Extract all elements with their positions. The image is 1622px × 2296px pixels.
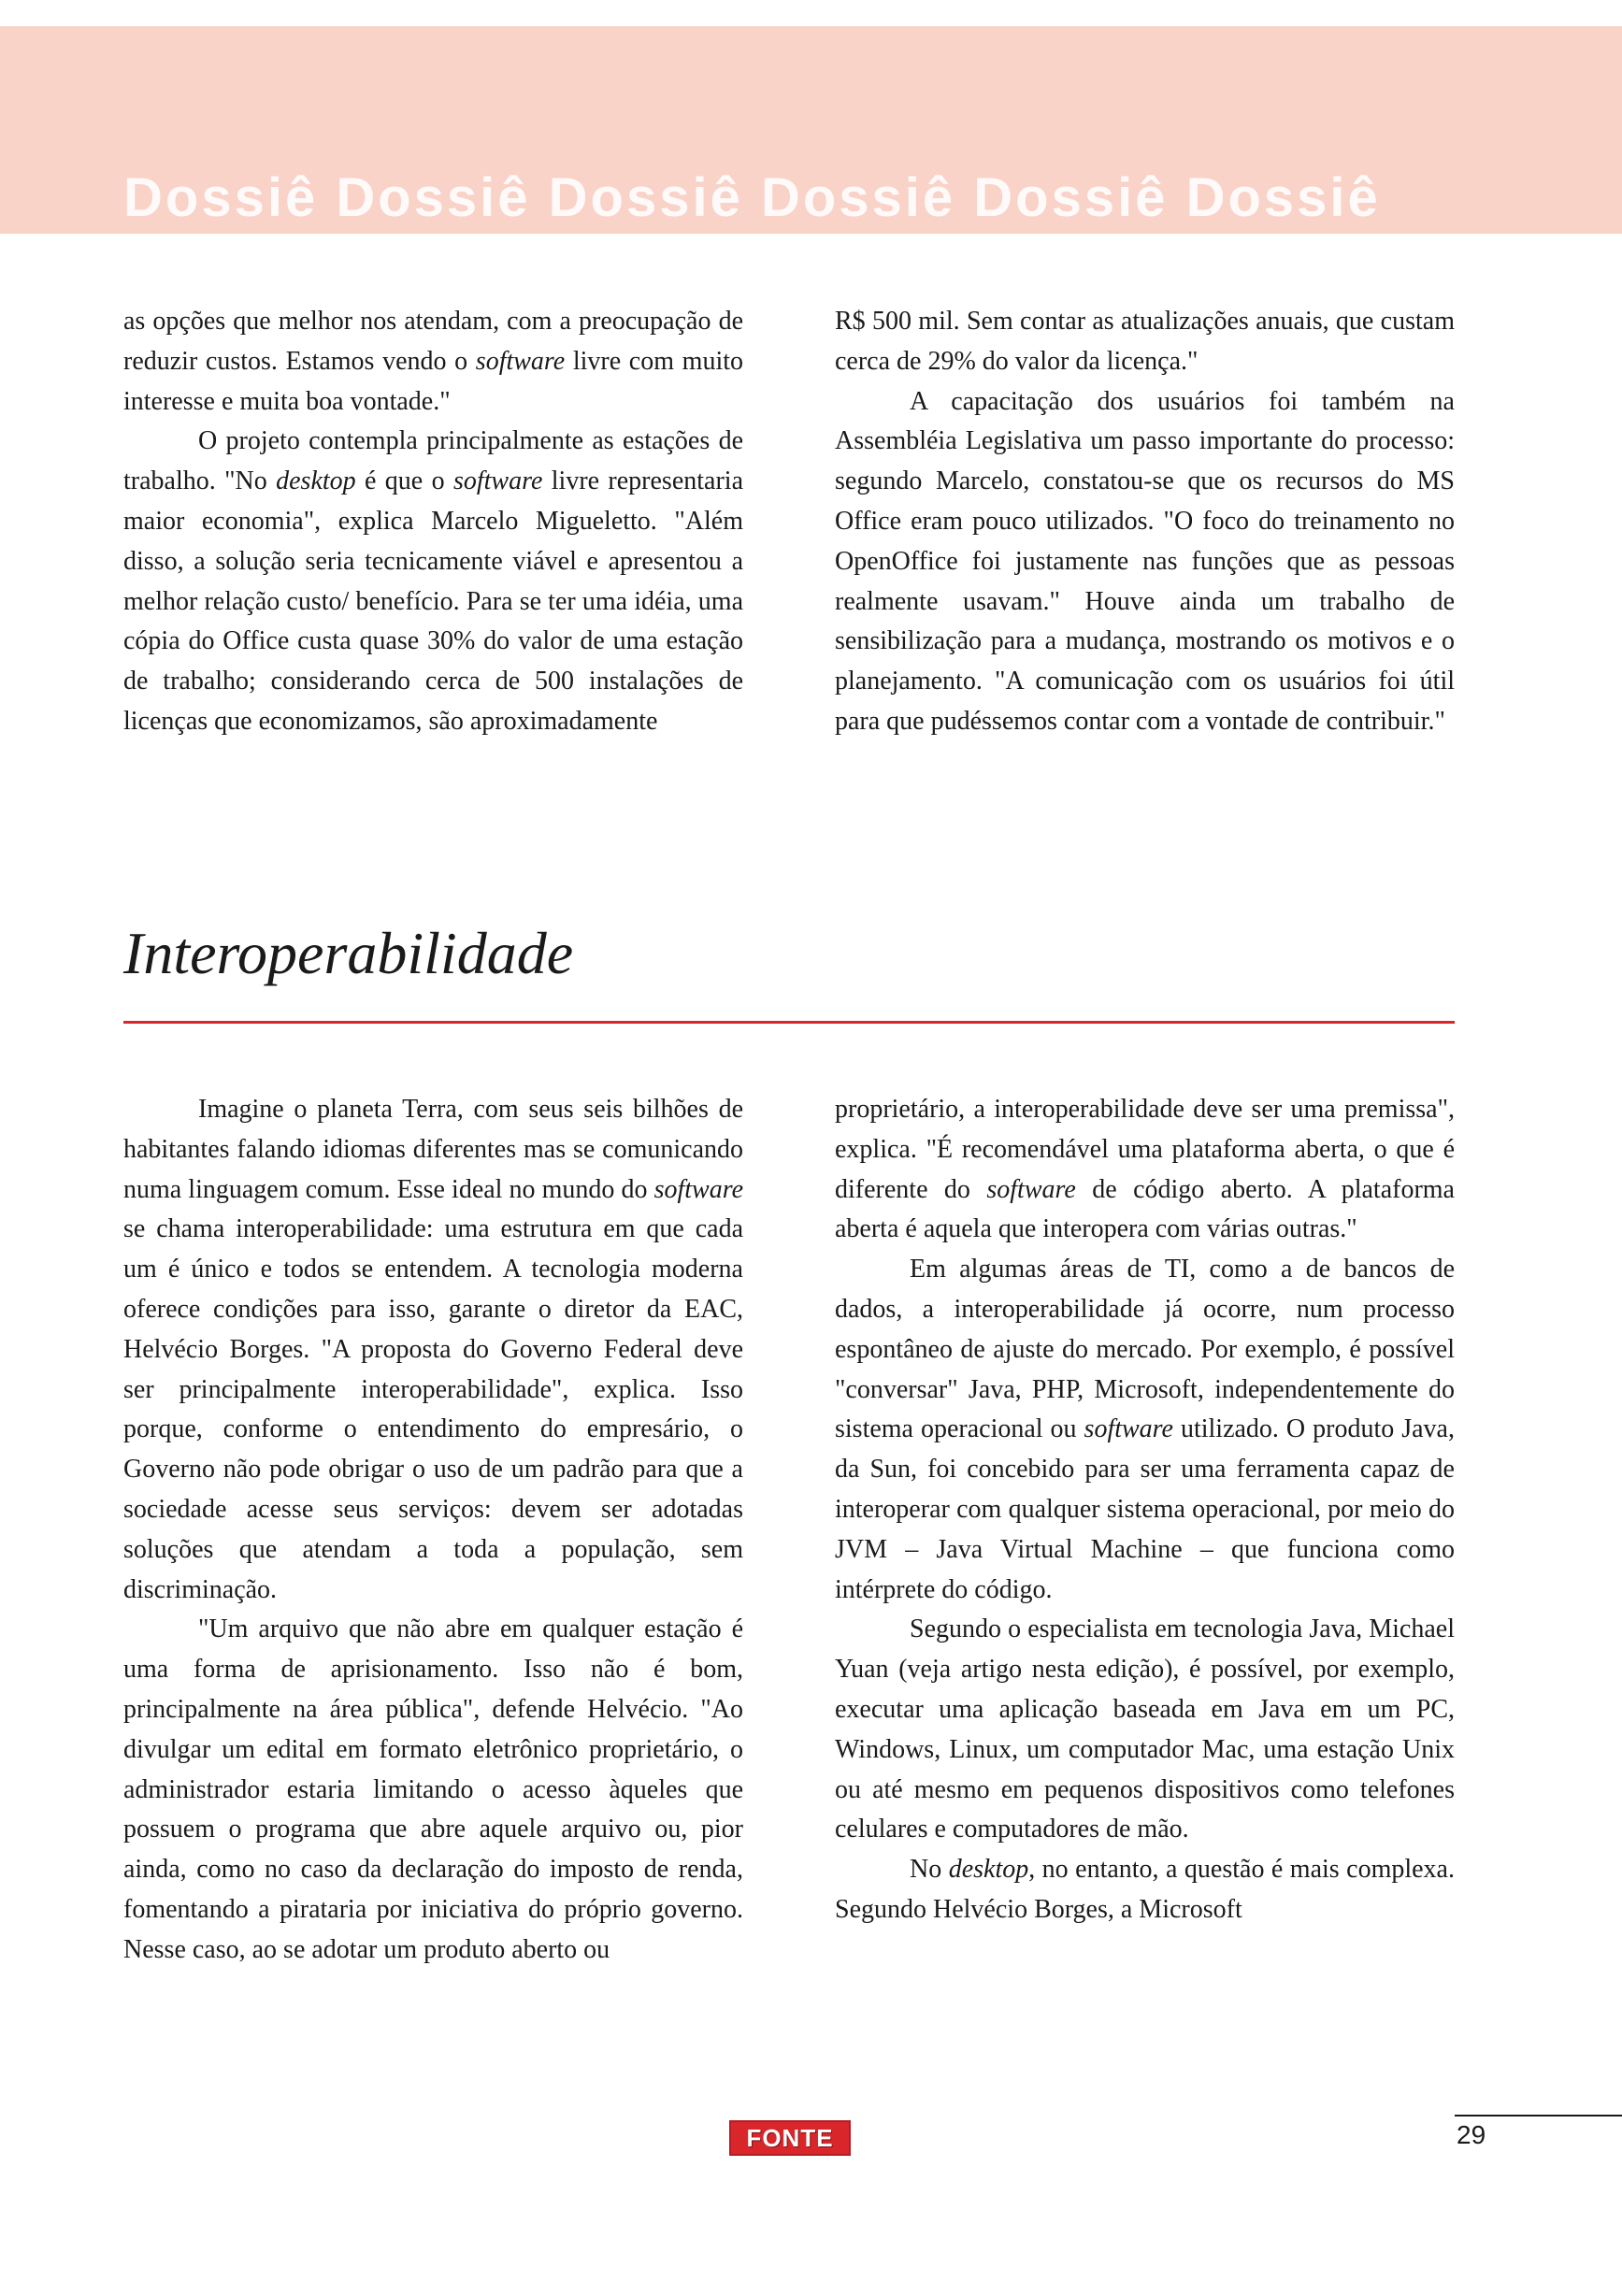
paragraph bbox=[835, 1850, 1455, 1930]
text-run: No bbox=[910, 1855, 949, 1885]
text-run: , no entanto, a questão é mais complexa. Segundo Helvécio Borges, a Microsoft bbox=[835, 1855, 1455, 1924]
paragraph bbox=[835, 1250, 1455, 1610]
text-run: O projeto contempla principalmente as estações de trabalho. "No bbox=[123, 426, 743, 496]
paragraph bbox=[123, 1610, 743, 1970]
footer-divider bbox=[1455, 2115, 1622, 2117]
header-banner bbox=[0, 26, 1622, 234]
text-run: Imagine o planeta Terra, com seus seis bilhões de habitantes falando idiomas diferentes mas se comunicando numa linguagem comum. Esse ideal no mundo do bbox=[123, 1095, 743, 1204]
paragraph bbox=[835, 382, 1455, 742]
text-run: de código aberto. A plataforma aberta é aquela que interopera com várias outras." bbox=[835, 1174, 1455, 1244]
page-number: 29 bbox=[1457, 2120, 1486, 2149]
text-run: A capacitação dos usuários foi também na Assembléia Legislativa um passo importante do processo: segundo Marcelo, constatou-se que os recursos do MS Office eram pouco utilizados. "O foco do treinamento no OpenOffice foi justamente nas funções que as pessoas realmente usavam." Houve ainda um trabalho de sensibilização para a mudança, mostrando os motivos e o planejamento. "A comunicação com os usuários foi útil para que pudéssemos contar com a vontade de contribuir." bbox=[835, 386, 1455, 736]
text-run: as opções que melhor nos atendam, com a preocupação de reduzir custos. Estamos vendo o bbox=[123, 307, 743, 376]
italic-term: software bbox=[475, 346, 566, 376]
text-run: livre com muito interesse e muita boa vontade." bbox=[123, 346, 743, 416]
text-run: proprietário, a interoperabilidade deve ser uma premissa", explica. "É recomendável uma plataforma aberta, o que é diferente do bbox=[835, 1095, 1455, 1204]
paragraph bbox=[835, 1090, 1455, 1250]
fonte-logo: FONTE bbox=[729, 2120, 851, 2156]
paragraph bbox=[123, 422, 743, 741]
paragraph bbox=[123, 302, 743, 422]
text-run: livre representaria maior economia", explica Marcelo Migueletto. "Além disso, a solução seria tecnicamente viável e apresentou a melhor relação custo/ benefício. Para se ter uma idéia, uma cópia do Office custa quase 30% do valor de uma estação de trabalho; considerando cerca de 500 instalações de licenças que economizamos, são aproximadamente bbox=[123, 466, 743, 736]
column-bottom-right bbox=[835, 1090, 1455, 1930]
banner-title: Dossiê Dossiê Dossiê Dossiê Dossiê Dossiê bbox=[123, 167, 1381, 228]
italic-term: software bbox=[986, 1174, 1076, 1204]
text-run: "Um arquivo que não abre em qualquer estação é uma forma de aprisionamento. Isso não é bom, principalmente na área pública", defende Helvécio. "Ao divulgar um edital em formato eletrônico proprietário, o administrador estaria limitando o acesso àqueles que possuem o programa que abre aquele arquivo ou, pior ainda, como no caso da declaração do imposto de renda, fomentando a pirataria por iniciativa do próprio governo. Nesse caso, ao se adotar um produto aberto ou bbox=[123, 1614, 743, 1964]
column-top-left bbox=[123, 302, 743, 742]
section-divider bbox=[123, 1021, 1455, 1024]
text-run: R$ 500 mil. Sem contar as atualizações anuais, que custam cerca de 29% do valor da licença." bbox=[835, 307, 1455, 376]
text-run: Em algumas áreas de TI, como a de bancos de dados, a interoperabilidade já ocorre, num processo espontâneo de ajuste do mercado. Por exemplo, é possível "conversar" Java, PHP, Microsoft, independentemente do sistema operacional ou bbox=[835, 1255, 1455, 1444]
paragraph bbox=[835, 1610, 1455, 1850]
text-run: Segundo o especialista em tecnologia Java, Michael Yuan (veja artigo nesta edição), é possível, por exemplo, executar uma aplicação baseada em Java em um PC, Windows, Linux, um computador Mac, uma estação Unix ou até mesmo em pequenos dispositivos como telefones celulares e computadores de mão. bbox=[835, 1614, 1455, 1844]
paragraph bbox=[835, 302, 1455, 382]
italic-term: software bbox=[653, 1174, 743, 1204]
column-top-right bbox=[835, 302, 1455, 742]
text-run: utilizado. O produto Java, da Sun, foi concebido para ser uma ferramenta capaz de interoperar com qualquer sistema operacional, por meio do JVM – Java Virtual Machine – que funciona como intérprete do código. bbox=[835, 1414, 1455, 1604]
italic-term: desktop bbox=[276, 466, 356, 496]
text-run: é que o bbox=[355, 466, 453, 496]
text-run: se chama interoperabilidade: uma estrutura em que cada um é único e todos se entendem. A tecnologia moderna oferece condições para isso, garante o diretor da EAC, Helvécio Borges. "A proposta do Governo Federal deve ser principalmente interoperabilidade", explica. Isso porque, conforme o entendimento do empresário, o Governo não pode obrigar o uso de um padrão para que a sociedade acesse seus serviços: devem ser adotadas soluções que atendam a toda a população, sem discriminação. bbox=[123, 1214, 743, 1604]
italic-term: desktop bbox=[948, 1855, 1029, 1885]
paragraph bbox=[123, 1090, 743, 1610]
section-title: Interoperabilidade bbox=[123, 920, 574, 986]
column-bottom-left bbox=[123, 1090, 743, 1971]
italic-term: software bbox=[452, 466, 543, 496]
italic-term: software bbox=[1084, 1414, 1173, 1444]
